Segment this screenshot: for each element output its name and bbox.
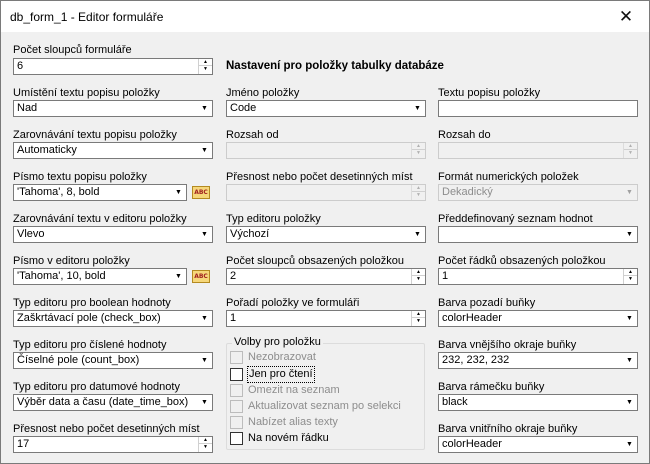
spin-up-icon[interactable]: ▲ — [199, 59, 212, 66]
precision-label: Přesnost nebo počet desetinných míst — [13, 423, 200, 435]
checkbox-box[interactable] — [230, 432, 243, 445]
align-select[interactable] — [13, 142, 213, 159]
range-from-spinner[interactable] — [411, 143, 425, 158]
range-to-label: Rozsah do — [438, 129, 491, 141]
option-label: Jen pro čtení — [249, 368, 313, 380]
spin-up-icon[interactable]: ▲ — [199, 437, 212, 444]
checkbox-box[interactable] — [230, 416, 243, 429]
rows-label: Počet řádků obsazených položkou — [438, 255, 606, 267]
spin-down-icon[interactable]: ▼ — [628, 276, 633, 282]
outer-border-label: Barva vnějšího okraje buňky — [438, 339, 577, 351]
dropdown-arrow-icon[interactable]: ▼ — [201, 231, 208, 238]
precision2-spinbox[interactable] — [226, 184, 426, 201]
editor-font-picker-icon[interactable]: ABC — [192, 270, 210, 283]
editor-align-select[interactable] — [13, 226, 213, 243]
checkbox-box[interactable] — [230, 384, 243, 397]
bg-color-select[interactable] — [438, 310, 638, 327]
editor-type-label: Typ editoru položky — [226, 213, 321, 225]
section-heading: Nastavení pro položky tabulky databáze — [226, 60, 444, 72]
option-label: Nezobrazovat — [248, 351, 316, 363]
placement-select[interactable] — [13, 100, 213, 117]
caption-input[interactable] — [438, 100, 638, 117]
caption-label: Textu popisu položky — [438, 87, 541, 99]
order-spinbox[interactable] — [226, 310, 426, 327]
range-from-label: Rozsah od — [226, 129, 279, 141]
dropdown-arrow-icon[interactable]: ▼ — [201, 357, 208, 364]
font-value: 'Tahoma', 8, bold — [17, 186, 100, 198]
font-picker-icon[interactable]: ABC — [192, 186, 210, 199]
dropdown-arrow-icon[interactable]: ▼ — [626, 189, 633, 196]
outer-border-value: 232, 232, 232 — [442, 354, 510, 366]
editor-align-value: Vlevo — [17, 228, 45, 240]
font-select[interactable] — [13, 184, 187, 201]
spin-up-icon[interactable]: ▲ — [412, 269, 425, 276]
spin-down-icon[interactable]: ▼ — [628, 150, 633, 156]
editor-align-label: Zarovnávání textu v editoru položky — [13, 213, 187, 225]
close-icon[interactable]: ✕ — [618, 6, 634, 26]
spin-up-icon[interactable]: ▲ — [412, 311, 425, 318]
predefined-label: Předdefinovaný seznam hodnot — [438, 213, 593, 225]
checkbox-box[interactable] — [230, 368, 243, 381]
order-label: Pořadí položky ve formuláři — [226, 297, 360, 309]
option-label: Aktualizovat seznam po selekci — [248, 400, 401, 412]
dropdown-arrow-icon[interactable]: ▼ — [626, 231, 633, 238]
placement-value: Nad — [17, 102, 38, 114]
frame-color-label: Barva rámečku buňky — [438, 381, 545, 393]
name-select[interactable] — [226, 100, 426, 117]
dropdown-arrow-icon[interactable]: ▼ — [201, 105, 208, 112]
spin-down-icon[interactable]: ▼ — [416, 150, 421, 156]
option-label: Na novém řádku — [248, 432, 329, 444]
col-span-value: 2 — [230, 270, 237, 282]
precision2-spinner[interactable] — [411, 185, 425, 200]
spin-down-icon[interactable]: ▼ — [416, 192, 421, 198]
align-value: Automaticky — [17, 144, 77, 156]
num-editor-label: Typ editoru pro číslené hodnoty — [13, 339, 167, 351]
col-span-spinbox[interactable] — [226, 268, 426, 285]
rows-spinbox[interactable] — [438, 268, 638, 285]
name-value: Code — [230, 102, 257, 114]
num-editor-value: Číselné pole (count_box) — [17, 354, 140, 366]
rows-spinner[interactable] — [623, 269, 637, 284]
numeric-format-value: Dekadický — [442, 186, 493, 198]
spin-up-icon[interactable]: ▲ — [624, 269, 637, 276]
col-span-label: Počet sloupců obsazených položkou — [226, 255, 404, 267]
range-from-spinbox[interactable] — [226, 142, 426, 159]
option-label: Omezit na seznam — [248, 384, 340, 396]
range-to-spinner[interactable] — [623, 143, 637, 158]
title-bar — [1, 1, 649, 32]
columns-spinner[interactable] — [198, 59, 212, 74]
window-title: db_form_1 - Editor formuláře — [10, 10, 164, 24]
dropdown-arrow-icon[interactable]: ▼ — [175, 273, 182, 280]
num-editor-select[interactable] — [13, 352, 213, 369]
precision-spinner[interactable] — [198, 437, 212, 452]
checkbox-box[interactable] — [230, 400, 243, 413]
rows-value: 1 — [442, 270, 449, 282]
order-spinner[interactable] — [411, 311, 425, 326]
font-label: Písmo textu popisu položky — [13, 171, 147, 183]
editor-font-label: Písmo v editoru položky — [13, 255, 130, 267]
range-to-spinbox[interactable] — [438, 142, 638, 159]
spin-down-icon[interactable]: ▼ — [416, 318, 421, 324]
columns-spinbox[interactable] — [13, 58, 213, 75]
date-editor-value: Výběr data a času (date_time_box) — [17, 396, 189, 408]
numeric-format-label: Formát numerických položek — [438, 171, 579, 183]
numeric-format-select[interactable] — [438, 184, 638, 201]
bool-editor-select[interactable] — [13, 310, 213, 327]
inner-border-value: colorHeader — [442, 438, 502, 450]
name-label: Jméno položky — [226, 87, 300, 99]
option-label: Nabízet alias texty — [248, 416, 338, 428]
dropdown-arrow-icon[interactable]: ▼ — [414, 105, 421, 112]
dropdown-arrow-icon[interactable]: ▼ — [626, 357, 633, 364]
editor-font-value: 'Tahoma', 10, bold — [17, 270, 106, 282]
dropdown-arrow-icon[interactable]: ▼ — [626, 399, 633, 406]
editor-font-select[interactable] — [13, 268, 187, 285]
inner-border-label: Barva vnitřního okraje buňky — [438, 423, 578, 435]
dropdown-arrow-icon[interactable]: ▼ — [201, 399, 208, 406]
align-label: Zarovnávání textu popisu položky — [13, 129, 177, 141]
spin-up-icon[interactable]: ▲ — [624, 143, 637, 150]
col-span-spinner[interactable] — [411, 269, 425, 284]
editor-type-value: Výchozí — [230, 228, 270, 240]
bool-editor-label: Typ editoru pro boolean hodnoty — [13, 297, 171, 309]
dropdown-arrow-icon[interactable]: ▼ — [201, 147, 208, 154]
predefined-select[interactable] — [438, 226, 638, 243]
spin-down-icon[interactable]: ▼ — [203, 66, 208, 72]
bool-editor-value: Zaškrtávací pole (check_box) — [17, 312, 161, 324]
dropdown-arrow-icon[interactable]: ▼ — [626, 315, 633, 322]
checkbox-box[interactable] — [230, 351, 243, 364]
spin-down-icon[interactable]: ▼ — [203, 444, 208, 450]
dropdown-arrow-icon[interactable]: ▼ — [626, 441, 633, 448]
options-group-label: Volby pro položku — [234, 336, 321, 348]
dropdown-arrow-icon[interactable]: ▼ — [201, 315, 208, 322]
spin-up-icon[interactable]: ▲ — [412, 185, 425, 192]
precision-spinbox[interactable] — [13, 436, 213, 453]
frame-color-value: black — [442, 396, 468, 408]
placement-label: Umístění textu popisu položky — [13, 87, 160, 99]
date-editor-label: Typ editoru pro datumové hodnoty — [13, 381, 180, 393]
date-editor-select[interactable] — [13, 394, 213, 411]
bg-color-value: colorHeader — [442, 312, 502, 324]
dropdown-arrow-icon[interactable]: ▼ — [175, 189, 182, 196]
spin-down-icon[interactable]: ▼ — [416, 276, 421, 282]
frame-color-select[interactable] — [438, 394, 638, 411]
order-value: 1 — [230, 312, 237, 324]
columns-value: 6 — [17, 60, 24, 72]
editor-type-select[interactable] — [226, 226, 426, 243]
columns-label: Počet sloupců formuláře — [13, 44, 132, 56]
spin-up-icon[interactable]: ▲ — [412, 143, 425, 150]
inner-border-select[interactable] — [438, 436, 638, 453]
bg-color-label: Barva pozadí buňky — [438, 297, 536, 309]
outer-border-select[interactable] — [438, 352, 638, 369]
precision-value: 17 — [17, 438, 30, 450]
dropdown-arrow-icon[interactable]: ▼ — [414, 231, 421, 238]
precision2-label: Přesnost nebo počet desetinných míst — [226, 171, 413, 183]
